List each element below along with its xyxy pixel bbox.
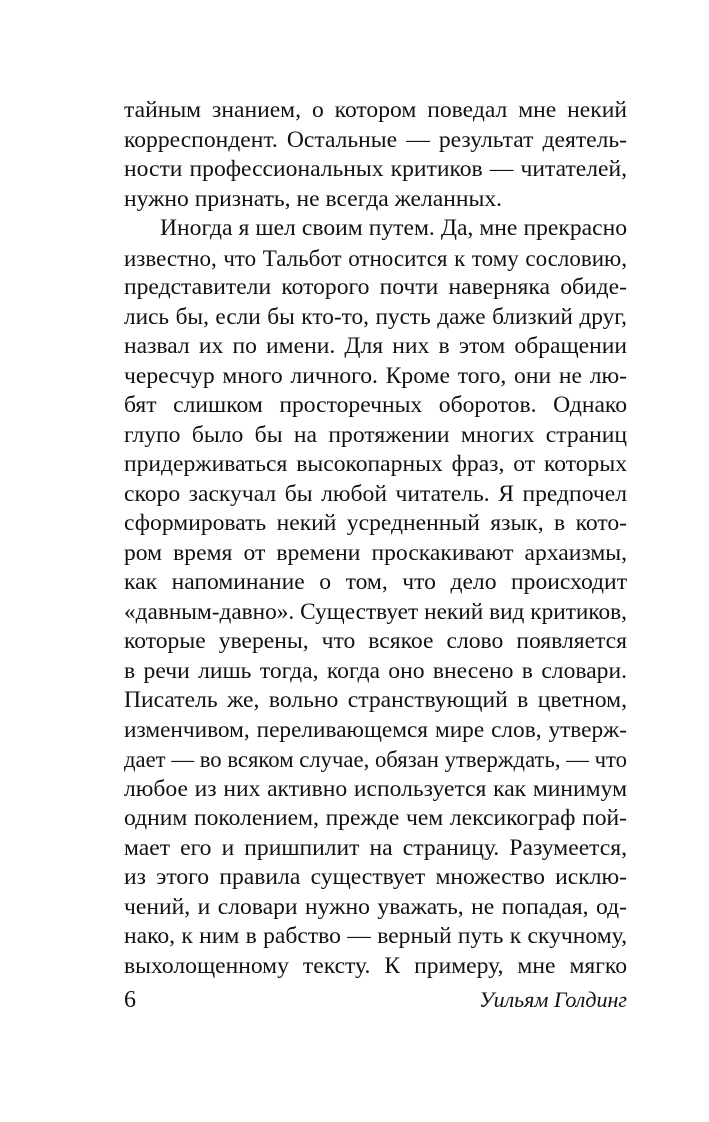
text-line: которые уверены, что всякое слово появляется [124, 628, 627, 654]
text-line: мает его и пришпилит на страницу. Разумеется, [124, 834, 627, 861]
text-line-paragraph-start: Иногда я шел своим путем. Да, мне прекрасно [160, 215, 627, 241]
text-line: чересчур много личного. Кроме того, они не лю- [124, 362, 627, 389]
page-footer [124, 984, 627, 1016]
text-line: представители которого почти наверняка обиде- [124, 274, 627, 300]
text-line: придерживаться высокопарных фраз, от которых [124, 451, 627, 477]
text-line: лись бы, если бы кто-то, пусть даже близкий друг, [124, 303, 627, 330]
text-line: выхолощенному тексту. К примеру, мне мягко [124, 952, 627, 979]
text-line: глупо было бы на протяжении многих страниц [124, 421, 627, 448]
text-line: ности профессиональных критиков — читателей, [124, 156, 627, 182]
text-line: из этого правила существует множество исклю- [124, 864, 627, 890]
text-line: скоро заскучал бы любой читатель. Я предпочел [124, 480, 627, 507]
text-line: чений, и словари нужно уважать, не попадая, од- [124, 893, 627, 920]
text-line: известно, что Тальбот относится к тому сословию, [124, 245, 627, 271]
text-line: корреспондент. Остальные — результат деятель- [124, 126, 627, 153]
text-line: изменчивом, переливающемся мире слов, утверж- [124, 716, 627, 743]
text-line: в речи лишь тогда, когда оно внесено в словари. [124, 657, 627, 684]
text-line: любое из них активно используется как минимум [124, 775, 627, 802]
text-line: ром время от времени проскакивают архаизмы, [124, 539, 627, 566]
body-text [124, 96, 627, 981]
page-number: 6 [124, 987, 136, 1013]
text-line: одним поколением, прежде чем лексикограф пой- [124, 805, 627, 831]
text-line: тайным знанием, о котором поведал мне некий [124, 97, 627, 123]
text-line: назвал их по имени. Для них в этом обращении [124, 333, 627, 359]
text-line: сформировать некий усредненный язык, в кото- [124, 510, 627, 536]
running-title-author: Уильям Голдинг [479, 987, 627, 1012]
text-line: Писатель же, вольно странствующий в цветном, [124, 687, 627, 713]
text-line: «давным-давно». Существует некий вид критиков, [124, 598, 627, 625]
text-line: дает — во всяком случае, обязан утверждать, — что [124, 747, 627, 772]
text-line: нако, к ним в рабство — верный путь к скучному, [124, 923, 627, 949]
text-line: как напоминание о том, что дело происходит [124, 569, 627, 595]
text-line: бят слишком просторечных оборотов. Однако [124, 392, 627, 418]
text-line: нужно признать, не всегда желанных. [124, 185, 503, 212]
